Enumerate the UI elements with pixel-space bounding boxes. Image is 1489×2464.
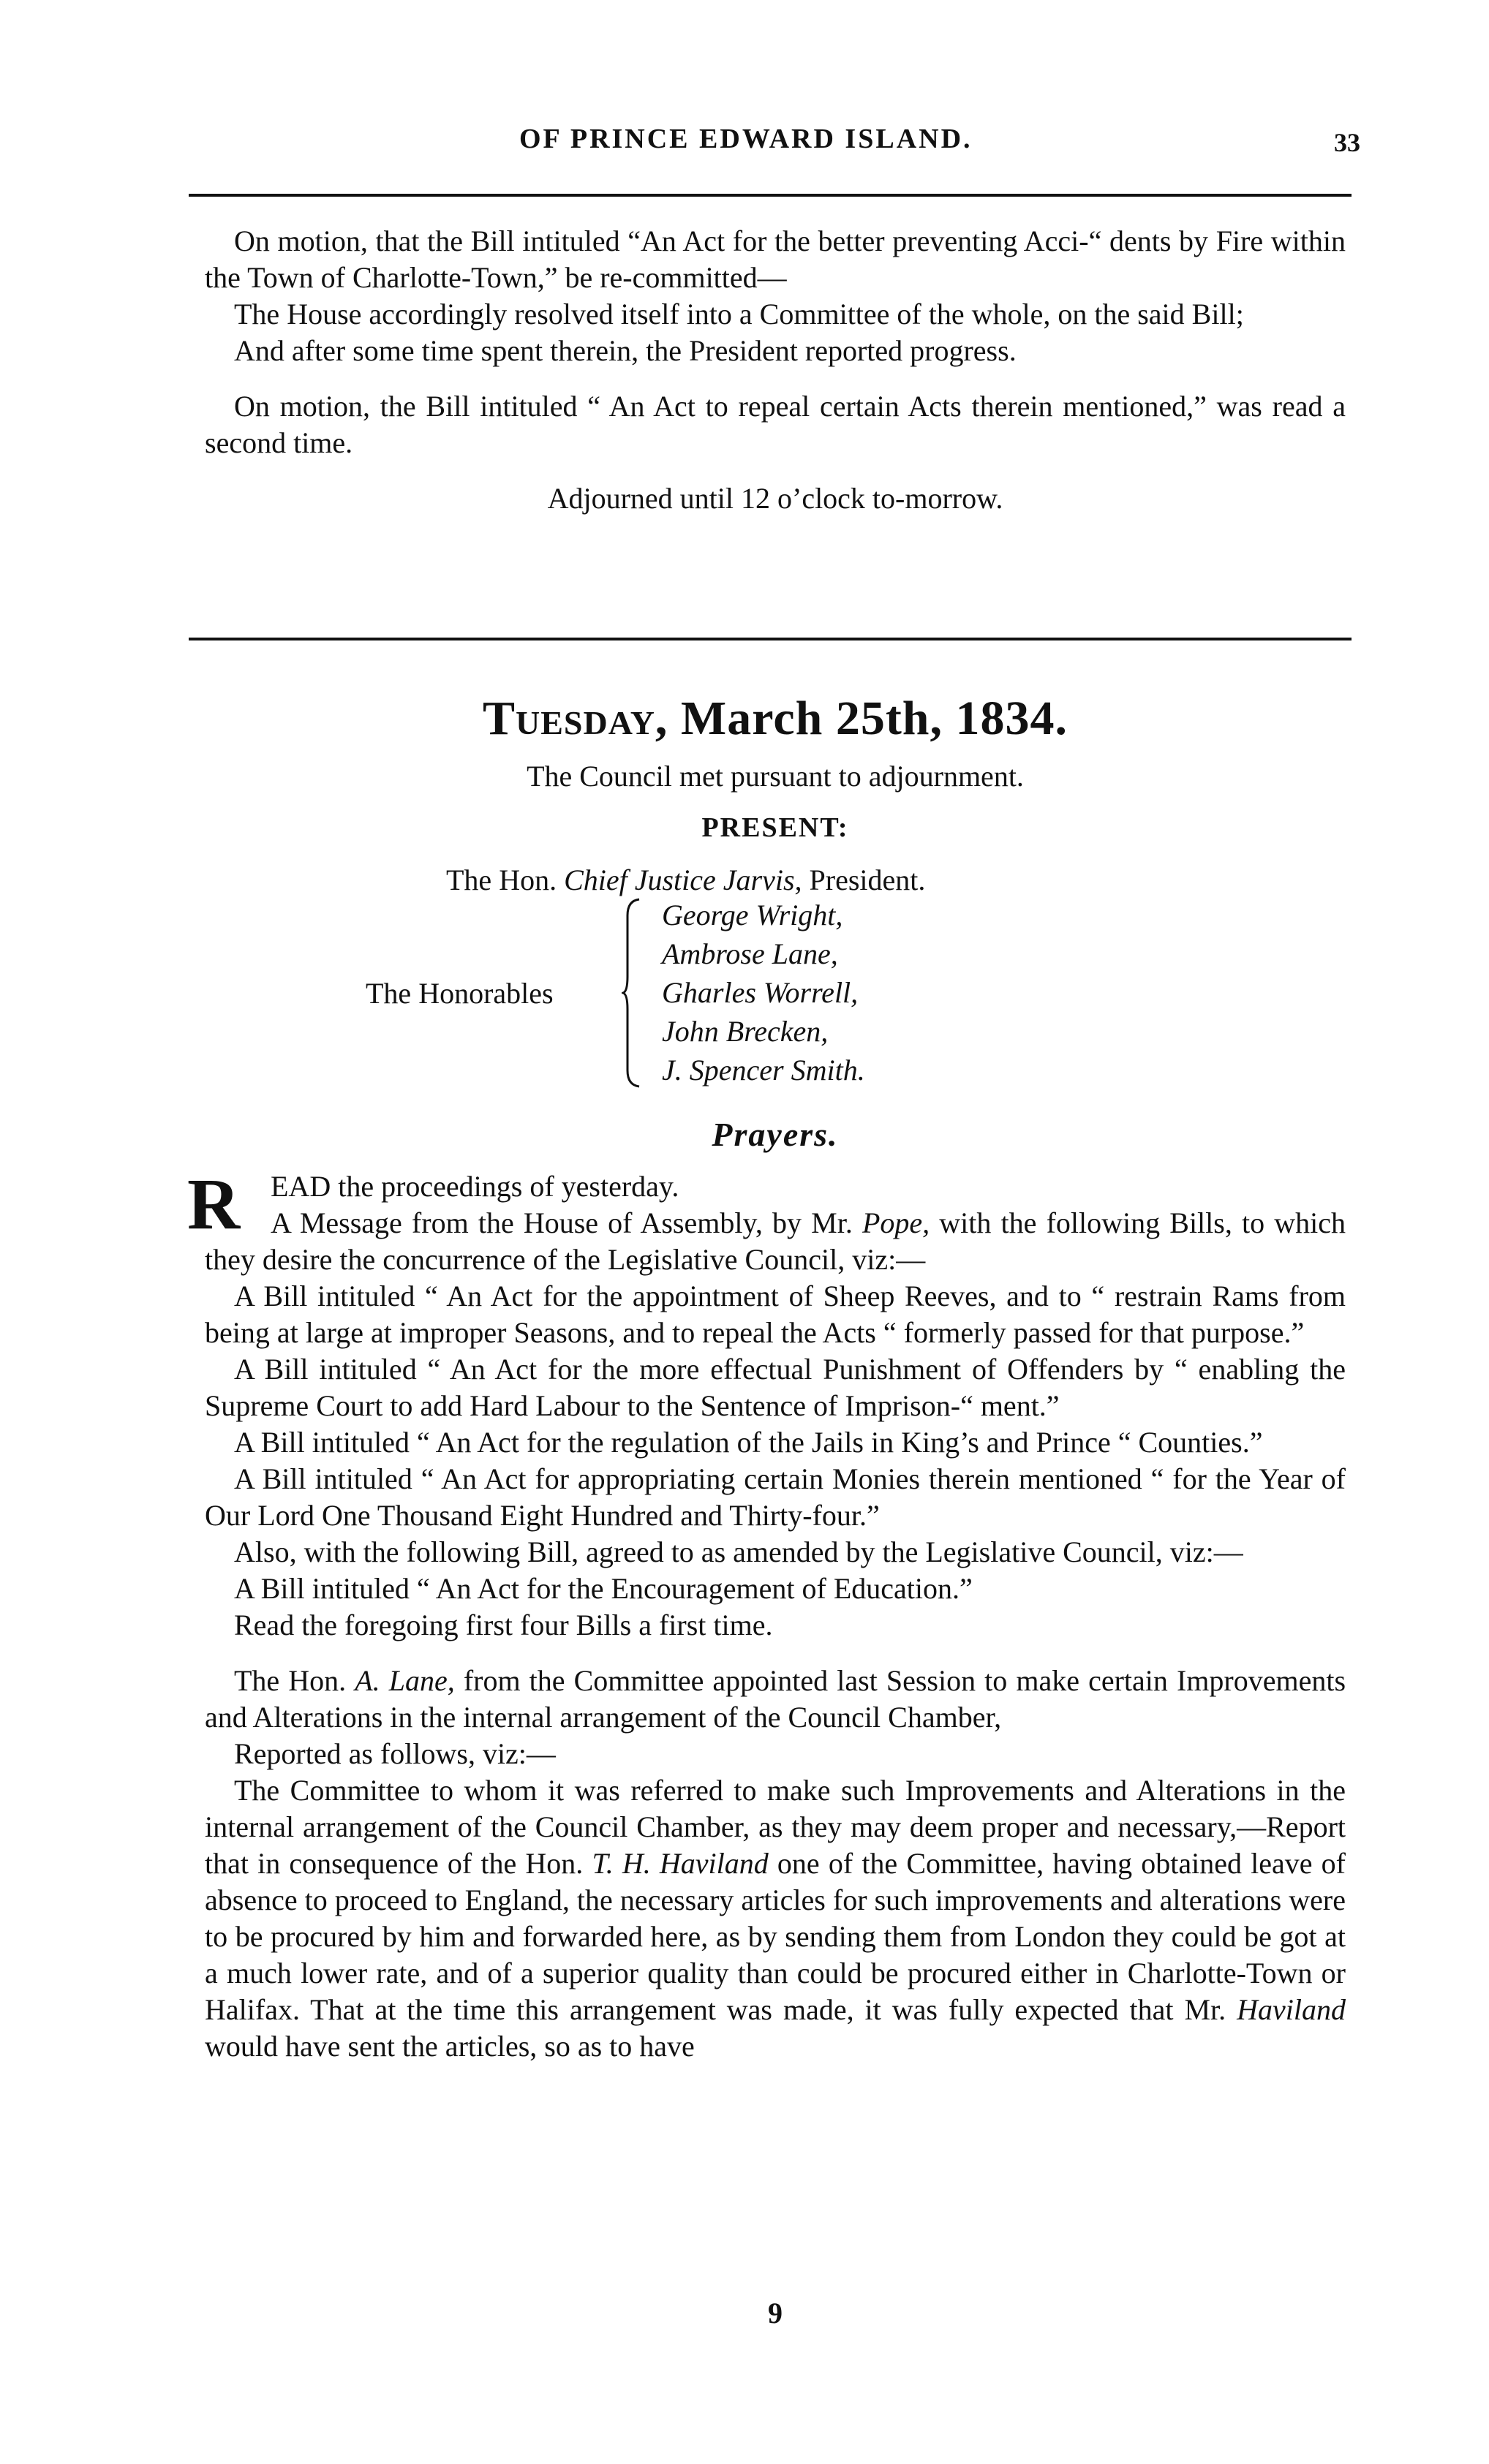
previous-day-proceedings — [205, 223, 1346, 517]
session-day: Tuesday, — [482, 692, 668, 745]
member-lane: A. Lane, — [355, 1664, 455, 1697]
bill-education: A Bill intituled “ An Act for the Encouragement of Education.” — [234, 1572, 973, 1605]
member-name: J. Spencer Smith. — [662, 1054, 865, 1086]
present-label: PRESENT: — [701, 812, 849, 843]
member-name: John Brecken, — [662, 1015, 829, 1048]
president-title: President. — [809, 863, 926, 896]
member-haviland: T. H. Haviland — [592, 1847, 769, 1880]
page-number: 33 — [1334, 128, 1360, 157]
curly-brace-icon — [622, 898, 641, 1088]
session-date: March 25th, 1834. — [680, 692, 1068, 745]
session-date-heading — [205, 691, 1346, 747]
members-list — [662, 896, 865, 1089]
bill-offenders-punishment: A Bill intituled “ An Act for the more effectual Punishment of Offenders by “ enabling the Supreme Court to add Hard Labour to the Sentence of Imprison-“ ment.” — [205, 1353, 1346, 1422]
honorables-label: The Honorables — [366, 977, 554, 1010]
motion-recommit-paragraph: On motion, that the Bill intituled “An Act for the better preventing Acci-“ dents by Fire within the Town of Charlotte-Town,” be re-committed— — [205, 224, 1346, 294]
first-reading-line: Read the foregoing first four Bills a first time. — [234, 1609, 773, 1641]
lane-committee-paragraph: The Hon. A. Lane, from the Committee appointed last Session to make certain Improvements and Alterations in the internal arrangement of the Council Chamber, — [205, 1664, 1346, 1734]
bill-appropriating-monies: A Bill intituled “ An Act for appropriating certain Monies therein mentioned “ for the Year of Our Lord One Thousand Eight Hundred and Thirty-four.” — [205, 1462, 1346, 1532]
read-proceedings-line: EAD the proceedings of yesterday. — [271, 1170, 679, 1203]
drop-cap: R — [187, 1163, 241, 1244]
bill-jails-regulation: A Bill intituled “ An Act for the regulation of the Jails in King’s and Prince “ Counties.” — [234, 1426, 1263, 1459]
second-reading-paragraph: On motion, the Bill intituled “ An Act to repeal certain Acts therein mentioned,” was read a second time. — [205, 390, 1346, 459]
assembly-message-paragraph: A Message from the House of Assembly, by Mr. Pope, with the following Bills, to which they desire the concurrence of the Legislative Council, viz:— — [205, 1206, 1346, 1276]
bill-sheep-reeves: A Bill intituled “ An Act for the appointment of Sheep Reeves, and to “ restrain Rams from being at large at improper Seasons, and to repeal the Acts “ formerly passed for that purpose.” — [205, 1280, 1346, 1349]
also-paragraph: Also, with the following Bill, agreed to as amended by the Legislative Council, viz:— — [234, 1535, 1243, 1568]
president-name: Chief Justice Jarvis, — [564, 863, 802, 896]
committee-report-paragraph: The Committee to whom it was referred to make such Improvements and Alterations in the internal arrangement of the Council Chamber, as they may deem proper and necessary,—Report that in consequence of the Hon. T. H. Haviland one of the Committee, having obtained leave of absence to proceed to England, the necessary articles for such improvements and alterations were to be procured by him and forwarded here, as by sending them from London they could be got at a much lower rate, and of a superior quality than could be procured either in Charlotte-Town or Halifax. That at the time this arrangement was made, it was fully expected that Mr. Haviland would have sent the articles, so as to have — [205, 1774, 1346, 2063]
committee-paragraph: The House accordingly resolved itself into a Committee of the whole, on the said Bill; — [234, 298, 1244, 330]
member-pope: Pope, — [862, 1206, 930, 1239]
reported-line: Reported as follows, viz:— — [234, 1737, 556, 1770]
prayers-heading: Prayers. — [712, 1116, 839, 1153]
section-rule — [189, 638, 1352, 640]
member-name: George Wright, — [662, 899, 843, 931]
running-header — [190, 123, 1360, 167]
progress-paragraph: And after some time spent therein, the President reported progress. — [234, 334, 1017, 367]
adjournment-line: Adjourned until 12 o’clock to-morrow. — [547, 482, 1003, 515]
running-title: OF PRINCE EDWARD ISLAND. — [519, 124, 973, 154]
president-line — [446, 863, 925, 897]
president-prefix: The Hon. — [446, 863, 557, 896]
header-rule — [189, 194, 1352, 197]
council-met-line: The Council met pursuant to adjournment. — [527, 760, 1024, 793]
session-proceedings — [205, 1168, 1346, 2065]
member-name: Gharles Worrell, — [662, 976, 859, 1009]
member-haviland-2: Haviland — [1237, 1993, 1346, 2026]
signature-mark: 9 — [768, 2297, 783, 2329]
member-name: Ambrose Lane, — [662, 937, 838, 970]
